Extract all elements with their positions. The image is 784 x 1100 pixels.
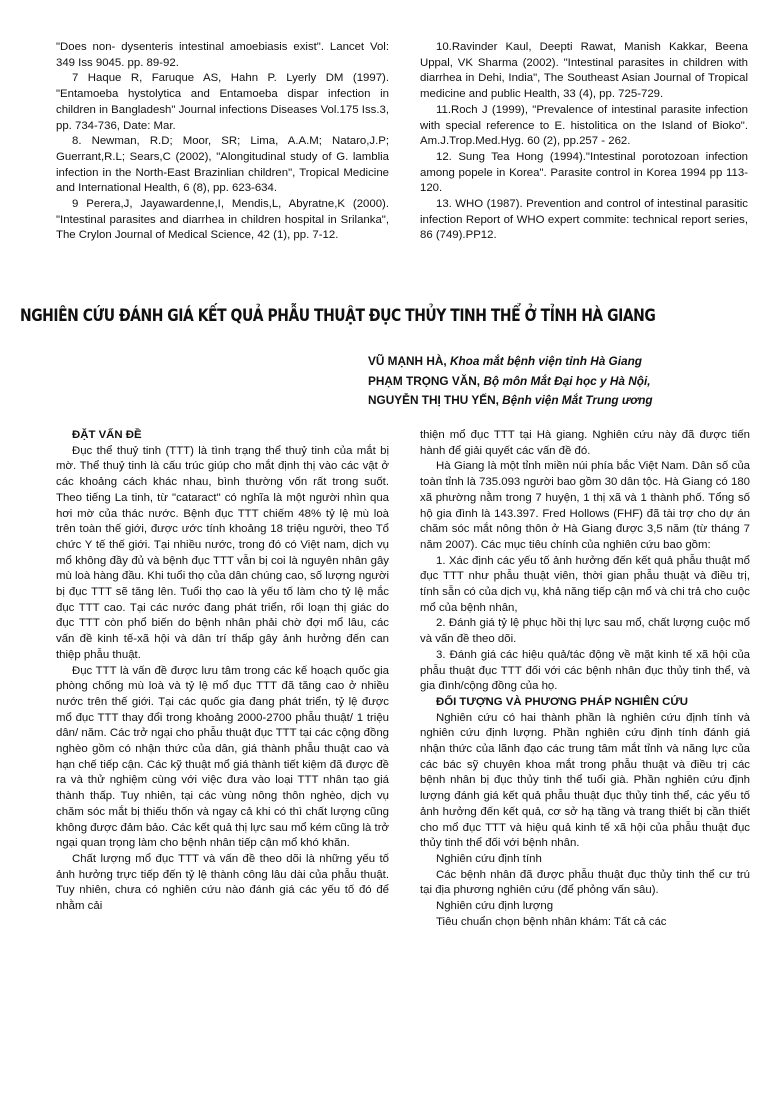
reference-entry: 7 Haque R, Faruque AS, Hahn P. Lyerly DM (1997). "Entamoeba hystolytica and Entamoeba dispar infection in children in Bangladesh" Journal infections Diseases Vol.175 Iss.3, pp. 734-736, Date: Mar.: [56, 72, 389, 132]
objective-item: 1. Xác định các yếu tố ảnh hưởng đến kết quả phẫu thuật mổ đục TTT như phẫu thuật viên, thời gian phẫu thuật và điều trị, tính sẵn có của dịch vụ, khả năng tiếp cận mổ và chi trả cho cuộc mổ của bệnh nhân,: [420, 554, 750, 614]
author-name: VŨ MẠNH HÀ,: [368, 354, 447, 368]
author-line: [368, 391, 753, 411]
author-affiliation: Khoa mắt bệnh viện tỉnh Hà Giang: [449, 354, 642, 368]
body-paragraph: Chất lượng mổ đục TTT và vấn đề theo dõi là những yếu tố ảnh hưởng trực tiếp đến tỷ lệ thành công lâu dài của phẫu thuật. Tuy nhiên, chưa có nghiên cứu nào đánh giá các yếu tố đó để nhằm cải: [56, 852, 389, 913]
author-line: [368, 352, 753, 372]
author-block: [368, 352, 753, 411]
author-name: PHẠM TRỌNG VĂN,: [368, 373, 481, 388]
body-paragraph: Đục TTT là vấn đề được lưu tâm trong các kế hoạch quốc gia phòng chống mù loà và tỷ lệ mổ đục TTT đã tăng cao ở nhiều nước trên thế giới. Tại các quốc gia đang phát triển, tỷ lệ được mổ đục TTT thay đổi trong khoảng 2000-2700 phẫu thuật/ 1 triệu dân/ năm. Các trở ngại cho phẫu thuật đục TTT tại các cộng đồng nghèo gồm có nhận thức của dân, giá thành phẫu thuật cao và hạn chế tiếp cận. Các kỹ thuật mổ giá thành tiết kiệm đã được đề ra và thử nghiệm cùng với việc đưa vào loại TTT nhân tạo giá thành thấp. Tuy nhiên, tại các vùng nông thôn nghèo, dịch vụ chăm sóc mắt bị thiếu thốn và ngay cả khi có thì chất lượng cũng không được đảm bảo. Các kết quả thị lực sau mổ kém cũng là trở ngại quan trọng làm cho bệnh nhân tiếp cận mổ khó khăn.: [56, 664, 389, 850]
author-affiliation: Bệnh viện Mắt Trung ương: [502, 393, 653, 407]
reference-entry: 12. Sung Tea Hong (1994)."Intestinal porotozoan infection among popele in Korea". Parasite control in Korea 1994 pp 113-120.: [420, 150, 748, 195]
objective-item: 2. Đánh giá tỷ lệ phục hồi thị lực sau mổ, chất lượng cuộc mổ và vấn đề theo dõi.: [420, 617, 750, 646]
reference-entry: 13. WHO (1987). Prevention and control of intestinal parasitic infection Report of WHO expert commite: technical report series, 86 (749).PP12.: [420, 198, 748, 242]
author-affiliation: Bộ môn Mắt Đại học y Hà Nội,: [483, 373, 651, 388]
body-paragraph: Các bệnh nhân đã được phẫu thuật đục thủy tinh thể cư trú tại địa phương nghiên cứu (để phỏng vấn sâu).: [420, 868, 750, 897]
subsection-heading-quantitative: Nghiên cứu định lượng: [436, 900, 554, 913]
reference-entry: 10.Ravinder Kaul, Deepti Rawat, Manish Kakkar, Beena Uppal, VK Sharma (2002). "Intestinal parasites in children with diarrhea in Dehi, India", The Southeast Asian Journal of Tropical medicine and public Health, 33 (4), pp. 725-729.: [420, 41, 748, 101]
reference-entry: "Does non- dysenteris intestinal amoebiasis exist". Lancet Vol: 349 Iss 9045. pp. 89-92.: [56, 41, 389, 69]
article-title: NGHIÊN CỨU ĐÁNH GIÁ KẾT QUẢ PHẪU THUẬT ĐỤC THỦY TINH THỂ Ở TỈNH HÀ GIANG: [20, 306, 656, 325]
reference-entry: 8. Newman, R.D; Moor, SR; Lima, A.A.M; Nataro,J.P; Guerrant,R.L; Sears,C (2002), "Alongitudinal study of G. lamblia infection in the North-East Brazinlian children", Tropical Medicine and International Health, 6 (8), pp. 623-634.: [56, 135, 389, 195]
author-line: [368, 372, 753, 392]
section-heading-introduction: ĐẶT VẤN ĐỀ: [72, 429, 142, 441]
body-paragraph: Hà Giang là một tỉnh miền núi phía bắc Việt Nam. Dân số của toàn tỉnh là 735.093 người bao gồm 30 dân tộc. Hà Giang có 180 xã phường nằm trong 7 huyện, 1 thị xã và 1 thành phố. Tổng số hộ gia đình là 143.397. Fred Hollows (FHF) đã tài trợ cho dự án chăm sóc mắt nông thôn ở Hà Giang được 3,5 năm (từ tháng 7 năm 2007). Các mục tiêu chính của nghiên cứu bao gồm:: [420, 460, 750, 551]
references-left-column: [56, 40, 389, 244]
subsection-heading-qualitative: Nghiên cứu định tính: [436, 852, 542, 865]
body-paragraph: Tiêu chuẩn chọn bệnh nhân khám: Tất cả các: [436, 915, 667, 928]
author-name: NGUYỄN THỊ THU YẾN,: [368, 393, 499, 407]
body-right-column: [420, 428, 750, 931]
body-paragraph-continued: thiện mổ đục TTT tại Hà giang. Nghiên cứu này đã được tiến hành để giải quyết các vấn đề đó.: [420, 429, 750, 457]
reference-entry: 11.Roch J (1999), "Prevalence of intestinal parasite infection with special reference to E. histolitica on the Island of Bioko". Am.J.Trop.Med.Hyg. 60 (2), pp.257 - 262.: [420, 103, 748, 148]
reference-entry: 9 Perera,J, Jayawardenne,I, Mendis,L, Abyratne,K (2000). "Intestinal parasites and diarrhea in children hospital in Srilanka", The Crylon Journal of Medical Science, 42 (1), pp. 7-12.: [56, 198, 389, 242]
section-heading-methods: ĐỐI TƯỢNG VÀ PHƯƠNG PHÁP NGHIÊN CỨU: [436, 695, 688, 708]
body-left-column: [56, 428, 389, 915]
objective-item: 3. Đánh giá các hiệu quả/tác động về mặt kinh tế xã hội của phẫu thuật đục TTT đối với các bệnh nhân đục thủy tinh thể, và gia đình/cộng đồng của họ.: [420, 648, 750, 693]
body-paragraph: Nghiên cứu có hai thành phần là nghiên cứu định tính và nghiên cứu định lượng. Phần nghiên cứu định tính đánh giá nhận thức của lãnh đạo các trung tâm mắt tỉnh và năng lực của các bác sỹ chuyên khoa mắt trong phẫu thuật và điều trị các bệnh nhân bị đục thủy tinh thể tuổi già. Phần nghiên cứu định lượng đánh giá kết quả phẫu thuật đục thủy tinh thể, các yếu tố ảnh hưởng đến kết quả, cơ sở hạ tầng và trang thiết bị cần thiết cho mổ đục TTT và hiệu quả kinh tế xã hội của phẫu thuật đục thủy tinh thể đối với bệnh nhân.: [420, 711, 750, 850]
references-right-column: [420, 40, 748, 244]
body-paragraph: Đục thể thuỷ tinh (TTT) là tình trạng thể thuỷ tinh của mắt bị mờ. Thể thuỷ tinh là cấu trúc giúp cho mắt định thị vào các vật ở các khoảng cách khác nhau, bình thường vốn rất trong suốt. Theo tiếng La tinh, từ "cataract" có nghĩa là một người nhìn qua hơi mờ của thác nước. Bệnh đục TTT chiếm 48% tỷ lệ mù loà trên toàn thế giới, được ước tính khoảng 18 triệu người, theo Tổ chức Y tế thế giới. Tại nhiều nước, trong đó có Việt nam, dịch vụ mổ không đầy đủ và bệnh đục TTT vẫn bị coi là nguyên nhân gây mù loà hàng đầu. Khi tuổi thọ của dân chúng cao, số lượng người bị đục TTT sẽ tăng lên. Tuổi thọ cao là yếu tố làm cho tỷ lệ mắc đục TTT cao. Tại các nước đang phát triển, rối loạn thị giác do đục TTT còn phổ biến do bệnh nhân phải chờ đợi mổ lâu, các vấn đề kinh tế-xã hội và dân trí thấp gây ảnh hưởng đến can thiệp phẫu thuật.: [56, 444, 389, 661]
